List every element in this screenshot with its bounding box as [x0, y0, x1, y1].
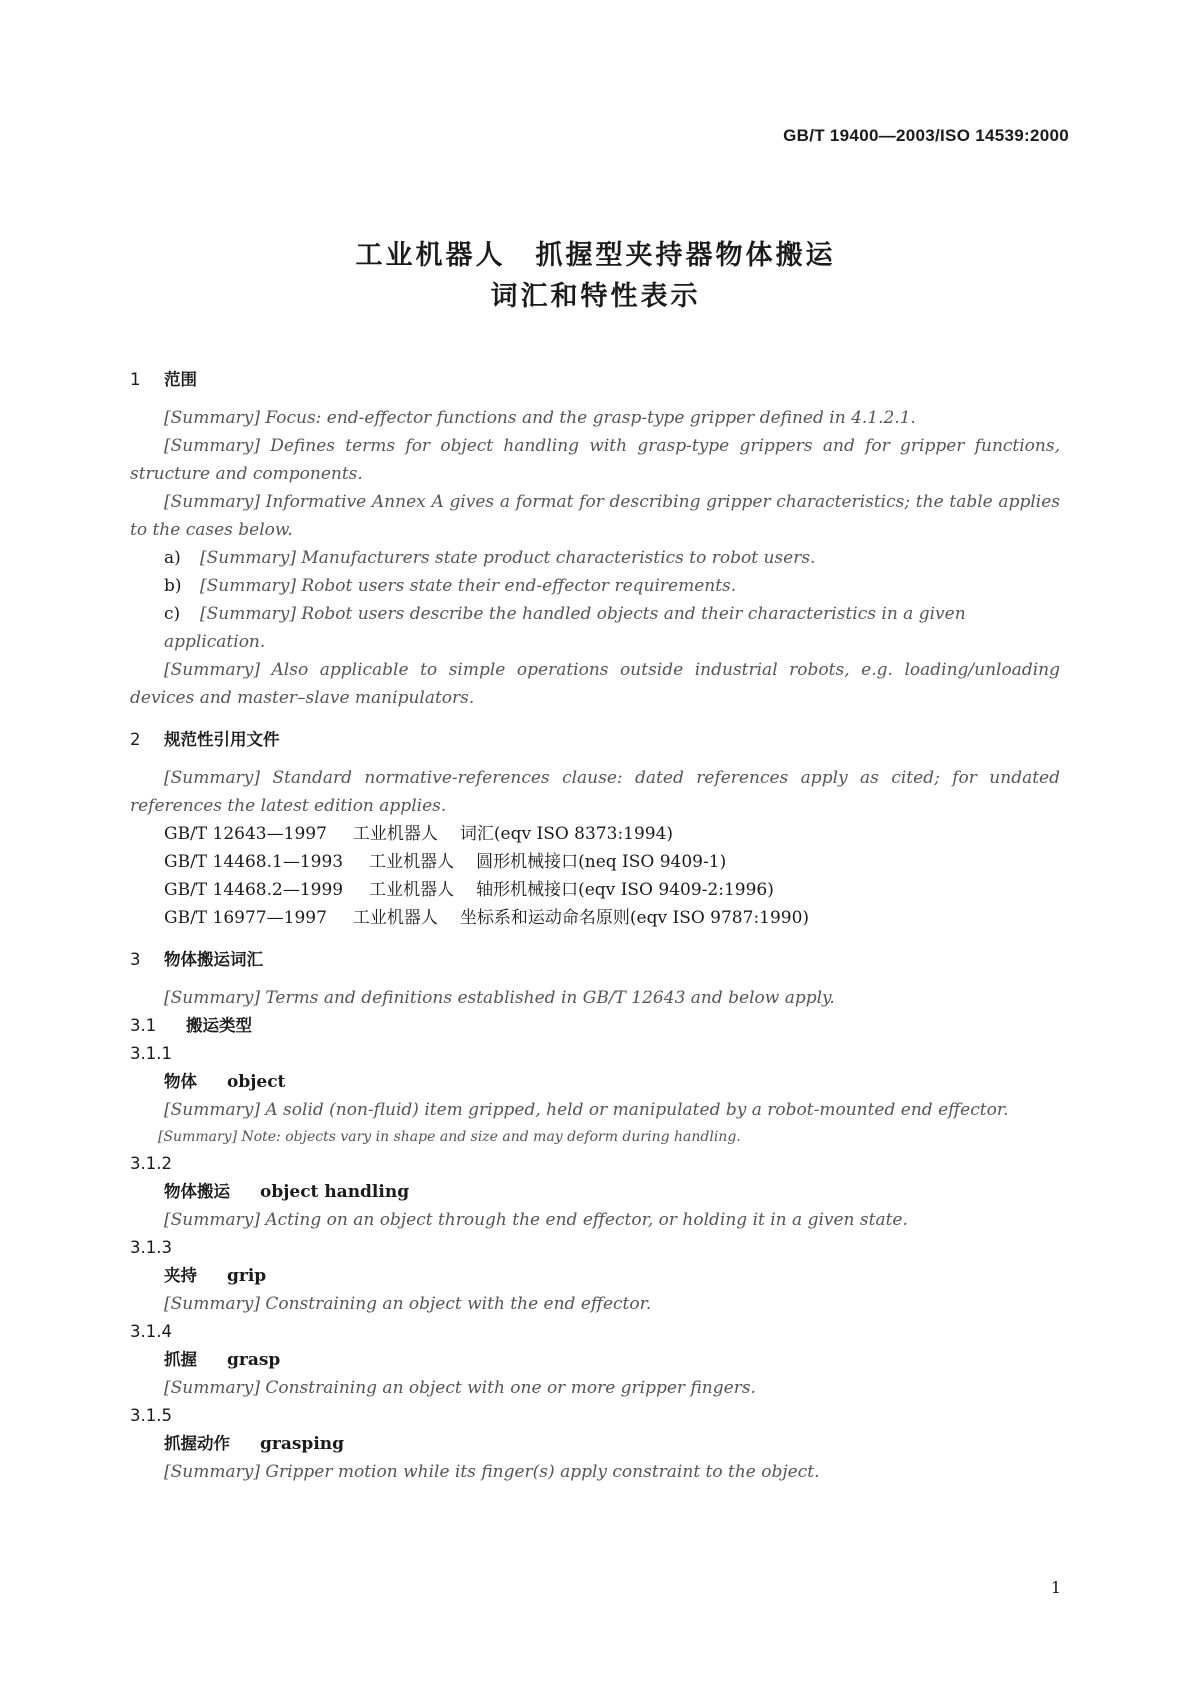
list-item: [130, 544, 1060, 572]
term-chinese: 抓握动作: [164, 1434, 230, 1453]
page-number: 1: [1050, 1578, 1061, 1597]
term-chinese: 夹持: [164, 1266, 197, 1285]
reference-title: 工业机器人: [352, 824, 438, 844]
term-english: grip: [227, 1266, 267, 1286]
term-number: 3.1.4: [130, 1322, 172, 1341]
paragraph: [Summary] Defines terms for object handling with grasp-type grippers and for gripper functions, structure and components.: [130, 436, 1060, 484]
term-entry: [130, 1430, 1060, 1458]
term-definition: [Summary] Constraining an object with the end effector.: [164, 1294, 652, 1314]
term-chinese: 物体搬运: [164, 1182, 230, 1201]
reference-item: [130, 904, 1060, 932]
document-title-line1: 工业机器人 抓握型夹持器物体搬运: [355, 240, 836, 271]
paragraph: [Summary] Standard normative-references clause: dated references apply as cited; for undated references the latest edition applies.: [130, 768, 1060, 816]
term-definition: [Summary] Constraining an object with one or more gripper fingers.: [164, 1378, 756, 1398]
list-marker: c): [164, 604, 181, 624]
term-definition: [Summary] A solid (non-fluid) item gripped, held or manipulated by a robot-mounted end effector.: [164, 1100, 1009, 1120]
term-entry: [130, 1178, 1060, 1206]
list-marker: a): [164, 548, 181, 568]
section-title: 范围: [164, 370, 197, 389]
reference-title: 工业机器人: [369, 852, 455, 872]
section-heading: [130, 366, 1060, 394]
paragraph: [Summary] Focus: end-effector functions and the grasp-type gripper defined in 4.1.2.1.: [164, 408, 916, 428]
term-english: grasp: [227, 1350, 281, 1370]
reference-code: GB/T 14468.2—1999: [164, 880, 344, 900]
section-number: 1: [130, 370, 141, 389]
reference-item: [130, 876, 1060, 904]
reference-item: [130, 848, 1060, 876]
term-definition: [Summary] Gripper motion while its finger(s) apply constraint to the object.: [164, 1462, 820, 1482]
term-entry: [130, 1346, 1060, 1374]
paragraph: [Summary] Terms and definitions established in GB/T 12643 and below apply.: [164, 988, 835, 1008]
list-item: [130, 600, 1060, 656]
section-number: 2: [130, 730, 141, 749]
section-title: 规范性引用文件: [164, 730, 280, 749]
reference-item: [130, 820, 1060, 848]
list-item-text: [Summary] Manufacturers state product characteristics to robot users.: [200, 548, 816, 568]
term-chinese: 抓握: [164, 1350, 197, 1369]
reference-code: GB/T 12643—1997: [164, 824, 327, 844]
term-number: 3.1.3: [130, 1238, 172, 1257]
section-title: 物体搬运词汇: [164, 950, 263, 969]
standard-code: GB/T 19400—2003/ISO 14539:2000: [783, 126, 1069, 145]
section-heading: [130, 946, 1060, 974]
subsection-number: 3.1: [130, 1016, 157, 1035]
paragraph: [Summary] Also applicable to simple operations outside industrial robots, e.g. loading/unloading devices and master–slave manipulators.: [130, 660, 1060, 708]
term-entry: [130, 1262, 1060, 1290]
term-english: object handling: [260, 1182, 410, 1202]
list-item-text: [Summary] Robot users describe the handled objects and their characteristics in a given application.: [164, 604, 966, 652]
subsection-heading: [130, 1012, 1060, 1040]
term-entry: [130, 1068, 1060, 1096]
reference-code: GB/T 14468.1—1993: [164, 852, 344, 872]
term-number: 3.1.2: [130, 1154, 172, 1173]
reference-subject: 词汇(eqv ISO 8373:1994): [459, 824, 674, 844]
subsection-title: 搬运类型: [186, 1016, 252, 1035]
reference-title: 工业机器人: [369, 880, 455, 900]
term-number: 3.1.1: [130, 1044, 172, 1063]
list-marker: b): [164, 576, 182, 596]
term-number: 3.1.5: [130, 1406, 172, 1425]
term-note: [Summary] Note: objects vary in shape and size and may deform during handling.: [158, 1129, 741, 1145]
document-body: [130, 366, 1060, 1486]
document-title-line2: 词汇和特性表示: [490, 281, 701, 312]
reference-subject: 圆形机械接口(neq ISO 9409-1): [476, 852, 727, 872]
reference-subject: 坐标系和运动命名原则(eqv ISO 9787:1990): [459, 908, 810, 928]
paragraph: [Summary] Informative Annex A gives a format for describing gripper characteristics; the table applies to the cases below.: [130, 492, 1060, 540]
section-number: 3: [130, 950, 141, 969]
term-english: grasping: [260, 1434, 345, 1454]
list-item: [130, 572, 1060, 600]
reference-code: GB/T 16977—1997: [164, 908, 327, 928]
section-heading: [130, 726, 1060, 754]
term-chinese: 物体: [164, 1072, 197, 1091]
reference-subject: 轴形机械接口(eqv ISO 9409-2:1996): [476, 880, 774, 900]
list-item-text: [Summary] Robot users state their end-effector requirements.: [200, 576, 737, 596]
term-definition: [Summary] Acting on an object through the end effector, or holding it in a given state.: [164, 1210, 908, 1230]
reference-title: 工业机器人: [352, 908, 438, 928]
term-english: object: [227, 1072, 286, 1092]
